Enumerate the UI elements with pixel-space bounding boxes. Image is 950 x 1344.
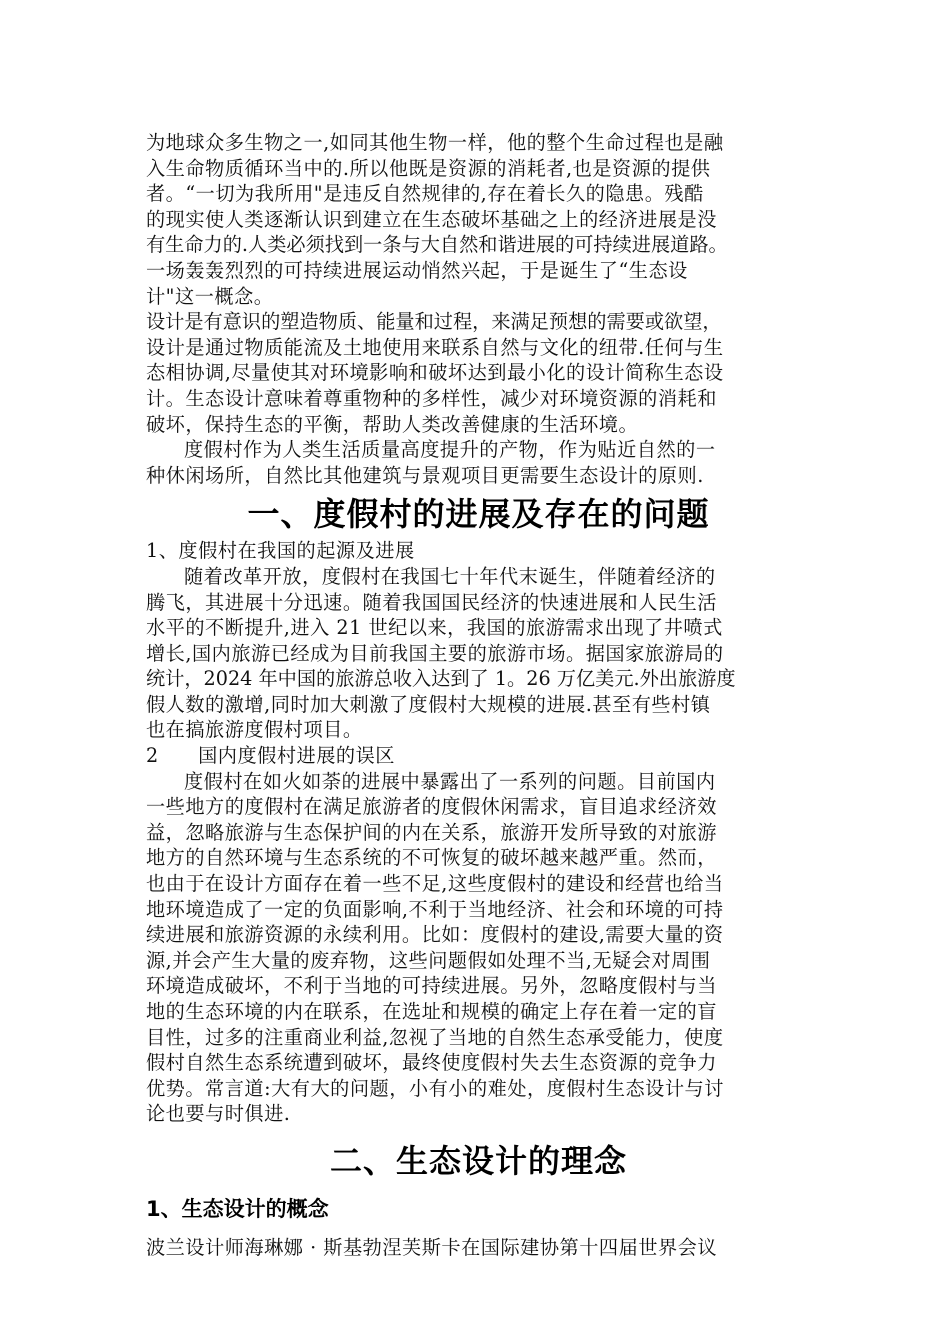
text-line: 设计是有意识的塑造物质、能量和过程，来满足预想的需要或欲望， [146,310,722,334]
subsection-heading: 1、生态设计的概念 [146,1196,329,1221]
subsection-heading: 1、度假村在我国的起源及进展 [146,539,415,563]
text-line: 地环境造成了一定的负面影响,不利于当地经济、社会和环境的可持 [146,897,724,921]
text-line: 波兰设计师海琳娜 · 斯基勃涅芙斯卡在国际建协第十四届世界会议 [146,1235,718,1259]
text-line: 环境造成破坏，不利于当地的可持续进展。另外，忽略度假村与当 [146,974,717,998]
text-line: 为地球众多生物之一,如同其他生物一样，他的整个生命过程也是融 [146,131,724,154]
text-line: 目性，过多的注重商业利益,忽视了当地的自然生态承受能力，使度 [146,1025,724,1049]
text-line: 腾飞，其进展十分迅速。随着我国国民经济的快速进展和人民生活 [146,590,717,614]
section-heading: 一、度假村的进展及存在的问题 [247,495,710,534]
text-line: 优势。常言道:大有大的问题，小有小的难处，度假村生态设计与讨 [146,1076,724,1100]
text-line: 度假村作为人类生活质量高度提升的产物，作为贴近自然的一 [184,438,716,462]
text-line: 论也要与时俱进. [146,1102,291,1126]
text-line: 度假村在如火如荼的进展中暴露出了一系列的问题。目前国内 [184,769,716,793]
text-line: 计。生态设计意味着尊重物种的多样性，减少对环境资源的消耗和 [146,386,717,410]
section-heading: 二、生态设计的理念 [329,1141,627,1180]
text-line: 计"这一概念。 [146,284,274,308]
text-line: 也在搞旅游度假村项目。 [146,718,363,742]
text-line: 设计是通过物质能流及土地使用来联系自然与文化的纽带.任何与生 [146,335,724,359]
text-line: 续进展和旅游资源的永续利用。比如：度假村的建设,需要大量的资 [146,923,724,947]
text-line: 假人数的激增,同时加大刺激了度假村大规模的进展.甚至有些村镇 [146,692,711,716]
text-line: 破坏，保持生态的平衡，帮助人类改善健康的生活环境。 [146,412,639,436]
text-line: 入生命物质循环当中的.所以他既是资源的消耗者,也是资源的提供 [146,156,711,180]
text-line: 态相协调,尽量使其对环境影响和破坏达到最小化的设计简称生态设 [146,361,724,385]
text-line: 益，忽略旅游与生态保护间的内在关系，旅游开发所导致的对旅游 [146,820,717,844]
text-line: 源,并会产生大量的废弃物，这些问题假如处理不当,无疑会对周围 [146,948,711,972]
text-line: 假村自然生态系统遭到破坏，最终使度假村失去生态资源的竞争力 [146,1051,717,1075]
text-line: 种休闲场所，自然比其他建筑与景观项目更需要生态设计的原则. [146,463,704,487]
text-line: 水平的不断提升,进入 21 世纪以来，我国的旅游需求出现了井喷式 [146,616,723,640]
text-line: 的现实使人类逐渐认识到建立在生态破坏基础之上的经济进展是没 [146,207,717,231]
text-line: 者。“一切为我所用"是违反自然规律的,存在着长久的隐患。残酷 [146,182,704,206]
text-line: 地方的自然环境与生态系统的不可恢复的破坏越来越严重。然而， [146,846,717,870]
text-line: 一些地方的度假村在满足旅游者的度假休闲需求，盲目追求经济效 [146,795,717,819]
text-line: 增长,国内旅游已经成为目前我国主要的旅游市场。据国家旅游局的 [146,641,724,665]
subsection-heading: 2 国内度假村进展的误区 [146,744,395,768]
text-line: 有生命力的.人类必须找到一条与大自然和谐进展的可持续进展道路。 [146,233,728,257]
text-line: 一场轰轰烈烈的可持续进展运动悄然兴起，于是诞生了“生态设 [146,258,688,282]
text-line: 统计，2024 年中国的旅游总收入达到了 1。26 万亿美元.外出旅游度 [146,667,736,691]
text-line: 也由于在设计方面存在着一些不足,这些度假村的建设和经营也给当 [146,872,724,896]
text-line: 随着改革开放，度假村在我国七十年代末诞生，伴随着经济的 [184,564,716,588]
document-body [146,130,811,1261]
text-line: 地的生态环境的内在联系，在选址和规模的确定上存在着一定的盲 [146,1000,717,1023]
